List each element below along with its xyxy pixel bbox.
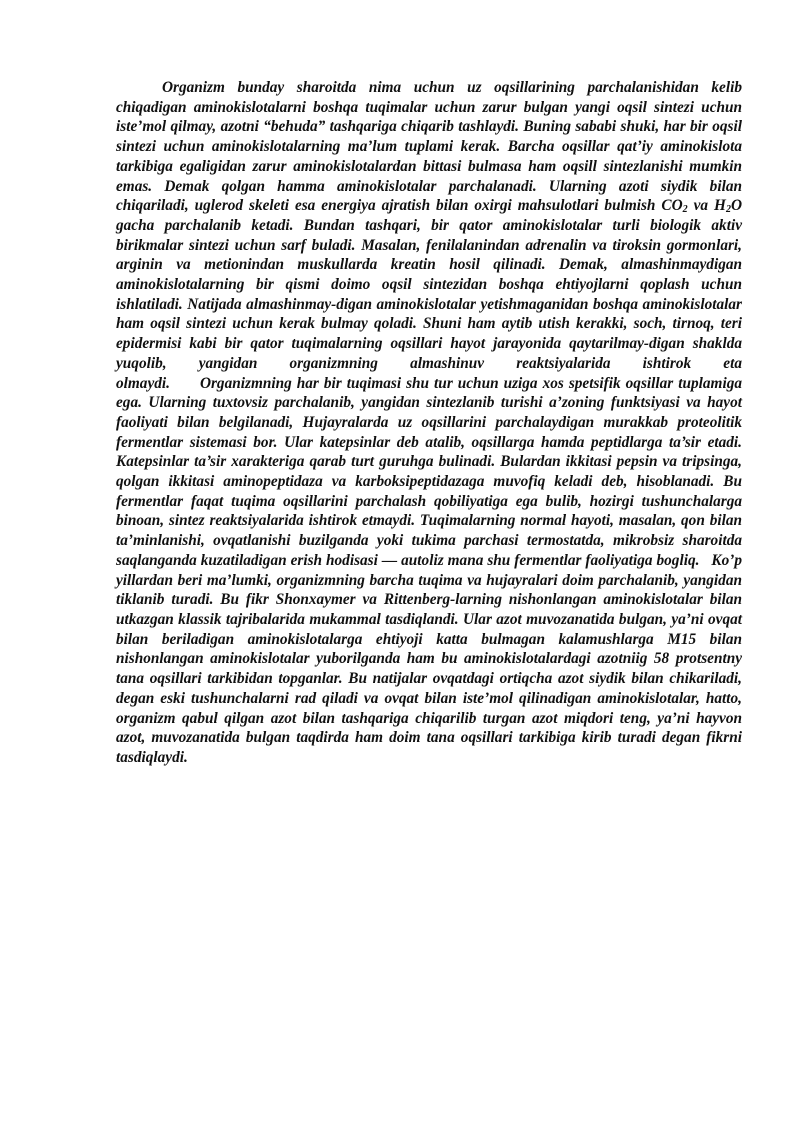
paragraph-text-part-3: O gacha parchalanib ketadi. Bundan tashqari, bir qator aminokislotalar turli biologik aktiv birikmalar sintezi uchun sarf buladi. Masalan, fenilalanindan adrenalin va tiroksin gormonlari, arginin va metionindan muskullarda kreatin hosil qilinadi. Demak, almashinmaydigan aminokislotalarning bir qismi doimo oqsil sintezidan boshqa ehtiyojlarni qoplash uchun ishlatiladi. Natijada almashinmay-digan aminokislotalar yetishmaganidan boshqa aminokislotalar ham oqsil sintezi uchun kerak bulmay qoladi. Shuni ham aytib utish kerakki, soch, tirnoq, teri epidermisi kabi bir qator tuqimalarning oqsillari hayot jarayonida qaytarilmay-digan shaklda yuqolib, yangidan organizmning almashinuv reaktsiyalarida ishtirok eta olmaydi. <box>116 197 742 392</box>
paragraph-text-part-2: va H <box>687 197 726 215</box>
paragraph-text-part-4: Organizmning har bir tuqimasi shu tur uchun uziga xos spetsifik oqsillar tuplamiga ega. Ularning tuxtovsiz parchalanib, yangidan sintezlanib turishi a’zoning funktsiyasi va hayot faoliyati bilan belgilanadi, Hujayralarda uz oqsillarini parchalaydigan murakkab proteolitik fermentlar sistemasi bor. Ular katepsinlar deb atalib, oqsillarga hamda peptidlarga ta’sir etadi. Katepsinlar ta’sir xarakteriga qarab turt guruhga bulinadi. Bulardan ikkitasi pepsin va tripsinga, qolgan ikkitasi aminopeptidaza va karboksipeptidazaga muvofiq keladi deb, hisoblanadi. Bu fermentlar faqat tuqima oqsillarini parchalash qobiliyatiga ega bulib, hozirgi tushunchalarga binoan, sintez reaktsiyalarida ishtirok etmaydi. Tuqimalarning normal hayoti, masalan, qon bilan ta’minlanishi, ovqatlanishi buzilganda yoki tukima parchasi termostatda, mikrobsiz sharoitda saqlanganda kuzatiladigan erish hodisasi — autoliz mana shu fermentlar faoliyatiga bogliq. <box>116 374 742 569</box>
h2o-subscript: 2 <box>725 204 731 216</box>
paragraph-text-part-1: Organizm bunday sharoitda nima uchun uz oqsillarining parchalanishidan kelib chiqadigan aminokislotalarni boshqa tuqimalar uchun zarur bulgan yangi oqsil sintezi uchun iste’mol qilmay, azotni “behuda” tashqariga chiqarib tashlaydi. Buning sababi shuki, har bir oqsil sintezi uchun aminokislotalarning ma’lum tuplami kerak. Barcha oqsillar qat’iy aminokislota tarkibiga egaligidan zarur aminokislotalardan bittasi bulmasa ham oqsill sintezlanishi mumkin emas. Demak qolgan hamma aminokislotalar parchalanadi. Ularning azoti siydik bilan chiqariladi, uglerod skeleti esa energiya ajratish bilan oxirgi mahsulotlari bulmish CO <box>116 79 742 215</box>
body-paragraph <box>116 78 742 768</box>
co2-subscript: 2 <box>682 204 688 216</box>
document-page <box>116 78 742 768</box>
paragraph-text-part-5: Ko’p yillardan beri ma’lumki, organizmning barcha tuqima va hujayralari doim parchalanib, yangidan tiklanib turadi. Bu fikr Shonxaymer va Rittenberg-larning nishonlangan aminokislotalar bilan utkazgan klassik tajribalarida mukammal tasdiqlandi. Ular azot muvozanatida bulgan, ya’ni ovqat bilan beriladigan aminokislotalarga ehtiyoji katta bulmagan kalamushlarga M15 bilan nishonlangan aminokislotalar yuborilganda ham bu aminokislotalardagi azotniig 58 protsentny tana oqsillari tarkibidan topganlar. Bu natijalar ovqatdagi ortiqcha azot siydik bilan chikariladi, degan eski tushunchalarni rad qiladi va ovqat bilan iste’mol qilinadigan aminokislotalar, hatto, organizm qabul qilgan azot bilan tashqariga chiqarilib turgan azot miqdori teng, ya’ni hayvon azot, muvozanatida bulgan taqdirda ham doim tana oqsillari tarkibiga kirib turadi degan fikrni tasdiqlaydi. <box>116 551 742 766</box>
